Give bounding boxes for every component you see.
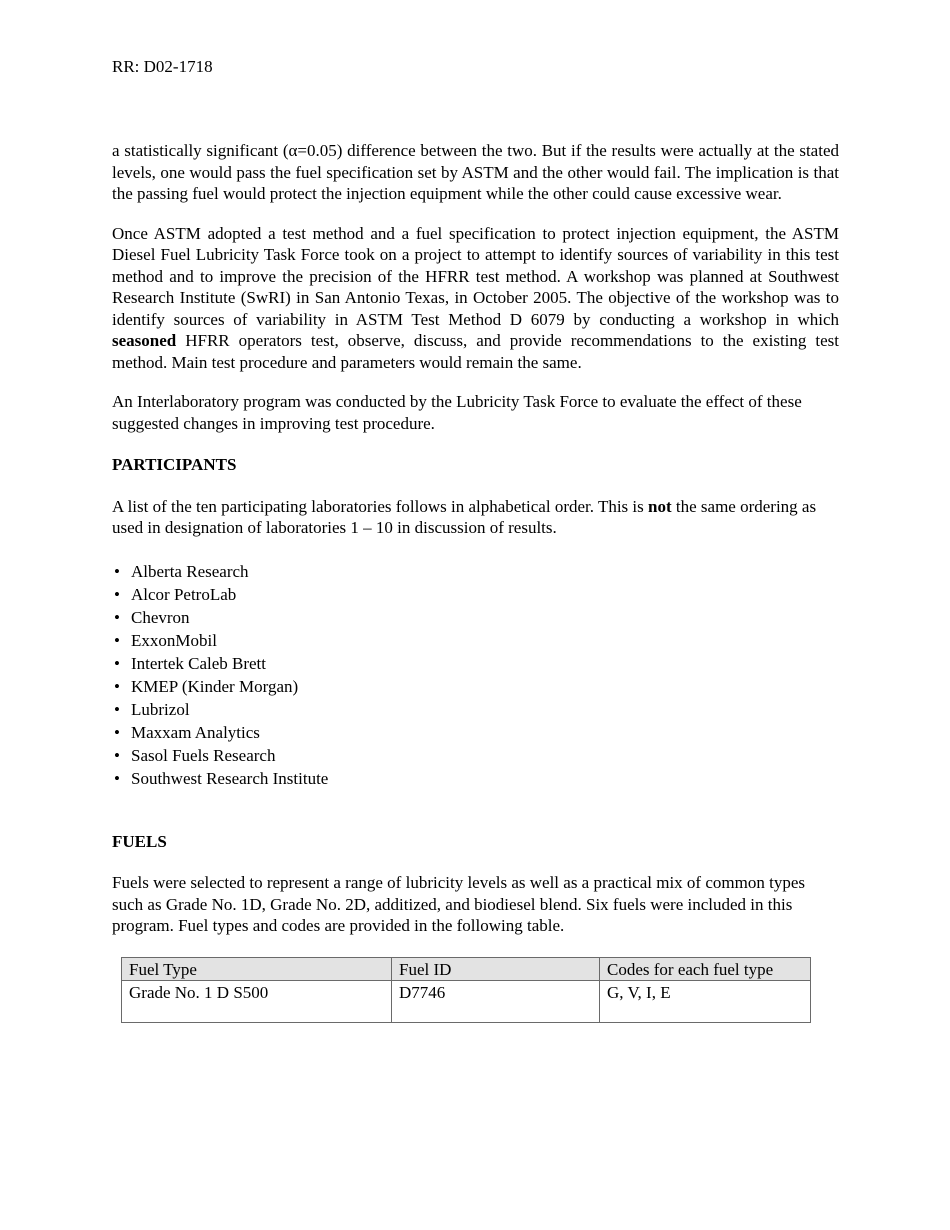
list-item <box>112 744 839 767</box>
column-header-fuel-type: Fuel Type <box>122 957 392 981</box>
table-row <box>122 981 811 1023</box>
bullet-icon: • <box>114 630 120 650</box>
fuels-intro: Fuels were selected to represent a range of lubricity levels as well as a practical mix of common types such as Grade No. 1D, Grade No. 2D, additized, and biodiesel blend. Six fuels were included in this program. Fuel types and codes are provided in the following table. <box>112 873 805 935</box>
cell-fuel-id: D7746 <box>392 981 600 1023</box>
cell-codes: G, V, I, E <box>600 981 811 1023</box>
bullet-icon: • <box>114 768 120 788</box>
column-header-codes: Codes for each fuel type <box>600 957 811 981</box>
paragraph-workshop-text-b: HFRR operators test, observe, discuss, and provide recommendations to the existing test method. Main test procedure and parameters would remain the same. <box>112 331 839 372</box>
participants-heading: PARTICIPANTS <box>112 455 237 474</box>
lab-name: Sasol Fuels Research <box>131 745 276 765</box>
participants-intro-text-a: A list of the ten participating laboratories follows in alphabetical order. This is <box>112 496 649 516</box>
list-item <box>112 629 839 652</box>
document-page <box>112 56 839 1023</box>
paragraph-workshop-emphasis: seasoned <box>112 331 177 350</box>
bullet-icon: • <box>114 699 120 719</box>
cell-fuel-type: Grade No. 1 D S500 <box>122 981 392 1023</box>
paragraph-workshop <box>112 223 839 374</box>
lab-name: Intertek Caleb Brett <box>131 653 267 673</box>
lab-name: ExxonMobil <box>131 630 217 650</box>
list-item <box>112 583 839 606</box>
bullet-icon: • <box>114 676 120 696</box>
list-item <box>112 698 839 721</box>
bullet-icon: • <box>114 653 120 673</box>
lab-name: Alcor PetroLab <box>131 584 237 604</box>
participants-list <box>112 560 839 790</box>
list-item <box>112 652 839 675</box>
lab-name: Chevron <box>131 607 190 627</box>
list-item <box>112 606 839 629</box>
paragraph-significance: a statistically significant (α=0.05) difference between the two. But if the results were actually at the stated levels, one would pass the fuel specification set by ASTM and the other would fail. The implication is that the passing fuel would protect the injection equipment while the other could cause excessive wear. <box>112 141 839 203</box>
bullet-icon: • <box>114 584 120 604</box>
paragraph-interlaboratory: An Interlaboratory program was conducted by the Lubricity Task Force to evaluate the effect of these suggested changes in improving test procedure. <box>112 392 802 433</box>
paragraph-workshop-text-a: Once ASTM adopted a test method and a fuel specification to protect injection equipment, the ASTM Diesel Fuel Lubricity Task Force took on a project to attempt to identify sources of variability in this test method and to improve the precision of the HFRR test method. A workshop was planned at Southwest Research Institute (SwRI) in San Antonio Texas, in October 2005. The objective of the workshop was to identify sources of variability in ASTM Test Method D 6079 by conducting a workshop in which <box>112 223 839 329</box>
lab-name: KMEP (Kinder Morgan) <box>131 676 299 696</box>
list-item <box>112 721 839 744</box>
document-id-header: RR: D02-1718 <box>112 57 213 76</box>
lab-name: Southwest Research Institute <box>131 768 329 788</box>
list-item <box>112 560 839 583</box>
bullet-icon: • <box>114 607 120 627</box>
participants-intro-emphasis: not <box>648 496 672 516</box>
bullet-icon: • <box>114 561 120 581</box>
column-header-fuel-id: Fuel ID <box>392 957 600 981</box>
participants-intro <box>112 496 839 539</box>
table-header-row <box>122 957 811 981</box>
lab-name: Maxxam Analytics <box>131 722 260 742</box>
list-item <box>112 767 839 790</box>
list-item <box>112 675 839 698</box>
bullet-icon: • <box>114 745 120 765</box>
fuels-heading: FUELS <box>112 831 167 851</box>
lab-name: Alberta Research <box>131 561 249 581</box>
fuel-table <box>121 957 811 1024</box>
participants-intro-text-b: the same ordering as used in designation of laboratories 1 – 10 in discussion of results. <box>112 496 817 537</box>
bullet-icon: • <box>114 722 120 742</box>
lab-name: Lubrizol <box>131 699 190 719</box>
